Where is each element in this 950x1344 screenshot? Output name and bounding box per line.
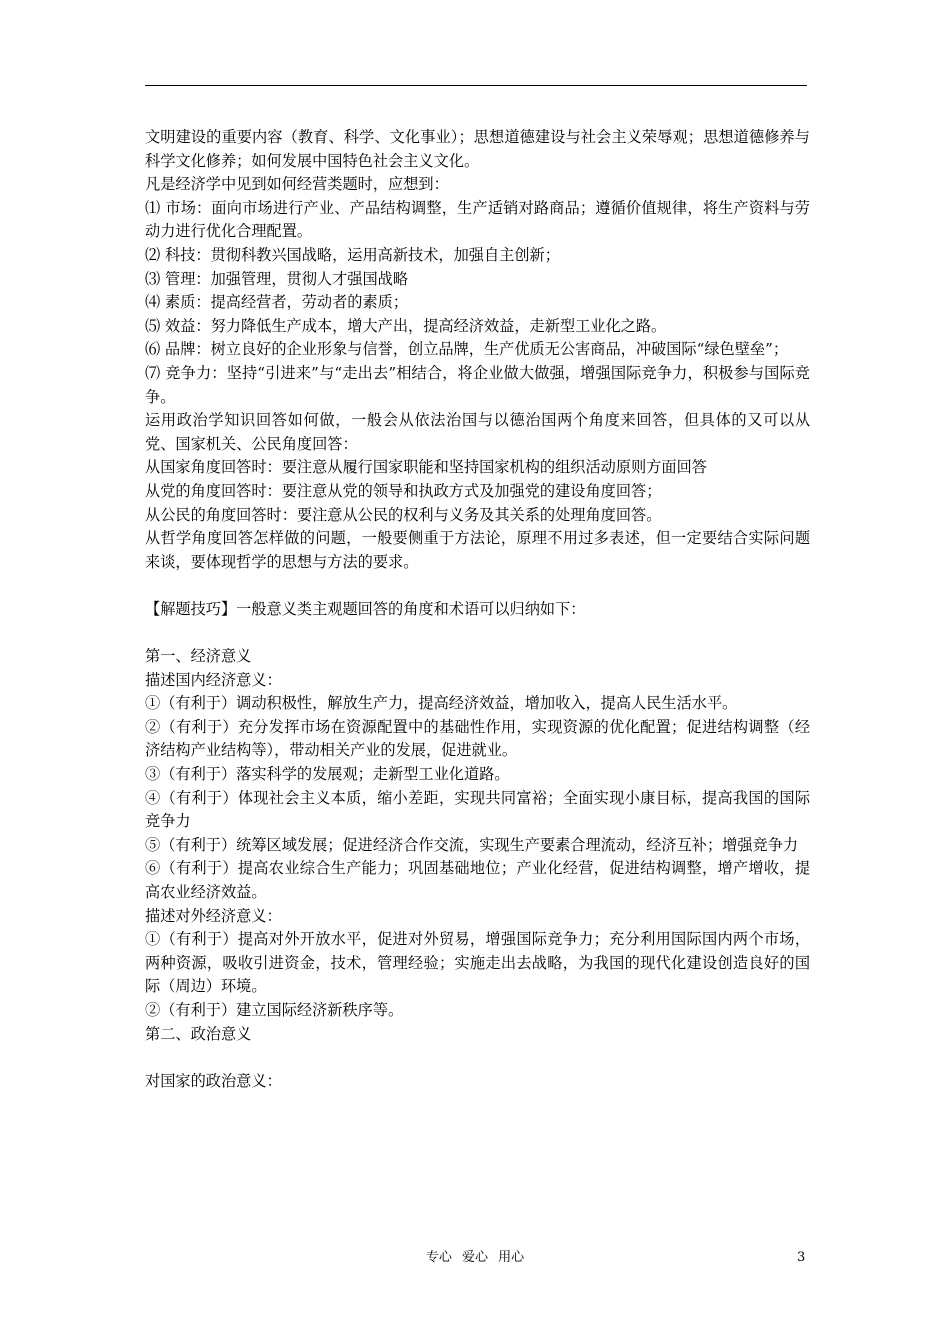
list-item: ①（有利于）提高对外开放水平，促进对外贸易，增强国际竞争力；充分利用国际国内两个市场，两种资源，吸收引进资金，技术，管理经验；实施走出去战略，为我国的现代化建设创造良好的国际（周边）环境。 (145, 930, 810, 996)
paragraph: ⑷ 素质：提高经营者，劳动者的素质； (145, 293, 409, 312)
paragraph: ⑹ 品牌：树立良好的企业形象与信誉，创立品牌，生产优质无公害商品，冲破国际“绿色壁垒”； (145, 340, 789, 359)
list-item: ②（有利于）充分发挥市场在资源配置中的基础性作用，实现资源的优化配置；促进结构调整（经济结构产业结构等），带动相关产业的发展，促进就业。 (145, 717, 810, 760)
blank-line (145, 1046, 810, 1070)
paragraph: ⑺ 竞争力：坚持“引进来”与“走出去”相结合，将企业做大做强，增强国际竞争力，积极参与国际竞争。 (145, 363, 810, 406)
paragraph: ⑶ 管理：加强管理，贯彻人才强国战略 (145, 269, 409, 288)
footer-motto: 专心 爱心 用心 (425, 1250, 525, 1265)
page-number: 3 (797, 1250, 806, 1265)
document-body (145, 126, 810, 1093)
section-heading: 第二、政治意义 (145, 1024, 252, 1043)
section-heading: 第一、经济意义 (145, 647, 252, 666)
header-rule (145, 85, 807, 86)
list-item: ④（有利于）体现社会主义本质，缩小差距，实现共同富裕；全面实现小康目标，提高我国的国际竞争力 (145, 788, 810, 831)
section-tip-heading: 【解题技巧】一般意义类主观题回答的角度和术语可以归纳如下： (145, 599, 586, 618)
list-item: ①（有利于）调动积极性，解放生产力，提高经济效益，增加收入，提高人民生活水平。 (145, 694, 738, 713)
blank-line (145, 621, 810, 645)
list-item: ⑤（有利于）统筹区域发展；促进经济合作交流，实现生产要素合理流动，经济互补；增强竞争力 (145, 835, 799, 854)
paragraph: ⑸ 效益：努力降低生产成本，增大产出，提高经济效益，走新型工业化之路。 (145, 316, 667, 335)
paragraph: 从党的角度回答时：要注意从党的领导和执政方式及加强党的建设角度回答； (145, 481, 662, 500)
paragraph: 文明建设的重要内容（教育、科学、文化事业）；思想道德建设与社会主义荣辱观；思想道德修养与科学文化修养；如何发展中国特色社会主义文化。 (145, 128, 810, 170)
list-item: ⑥（有利于）提高农业综合生产能力；巩固基础地位；产业化经营，促进结构调整，增产增收，提高农业经济效益。 (145, 859, 810, 901)
blank-line (145, 574, 810, 598)
paragraph: 凡是经济学中见到如何经营类题时，应想到： (145, 175, 449, 194)
paragraph: 从公民的角度回答时：要注意从公民的权利与义务及其关系的处理角度回答。 (145, 505, 662, 524)
paragraph: 从哲学角度回答怎样做的问题，一般要侧重于方法论，原理不用过多表述，但一定要结合实际问题来谈，要体现哲学的思想与方法的要求。 (145, 529, 810, 571)
paragraph: ⑴ 市场：面向市场进行产业、产品结构调整，生产适销对路商品；遵循价值规律，将生产资料与劳动力进行优化合理配置。 (145, 198, 810, 241)
subsection-heading: 对国家的政治意义： (145, 1071, 282, 1090)
paragraph: 运用政治学知识回答如何做，一般会从依法治国与以德治国两个角度来回答，但具体的又可以从党、国家机关、公民角度回答： (145, 411, 810, 453)
subsection-heading: 描述国内经济意义： (145, 670, 282, 689)
list-item: ③（有利于）落实科学的发展观；走新型工业化道路。 (145, 765, 510, 784)
paragraph: ⑵ 科技：贯彻科教兴国战略，运用高新技术，加强自主创新； (145, 245, 560, 264)
paragraph: 从国家角度回答时：要注意从履行国家职能和坚持国家机构的组织活动原则方面回答 (145, 458, 707, 477)
subsection-heading: 描述对外经济意义： (145, 906, 282, 925)
list-item: ②（有利于）建立国际经济新秩序等。 (145, 1000, 404, 1019)
